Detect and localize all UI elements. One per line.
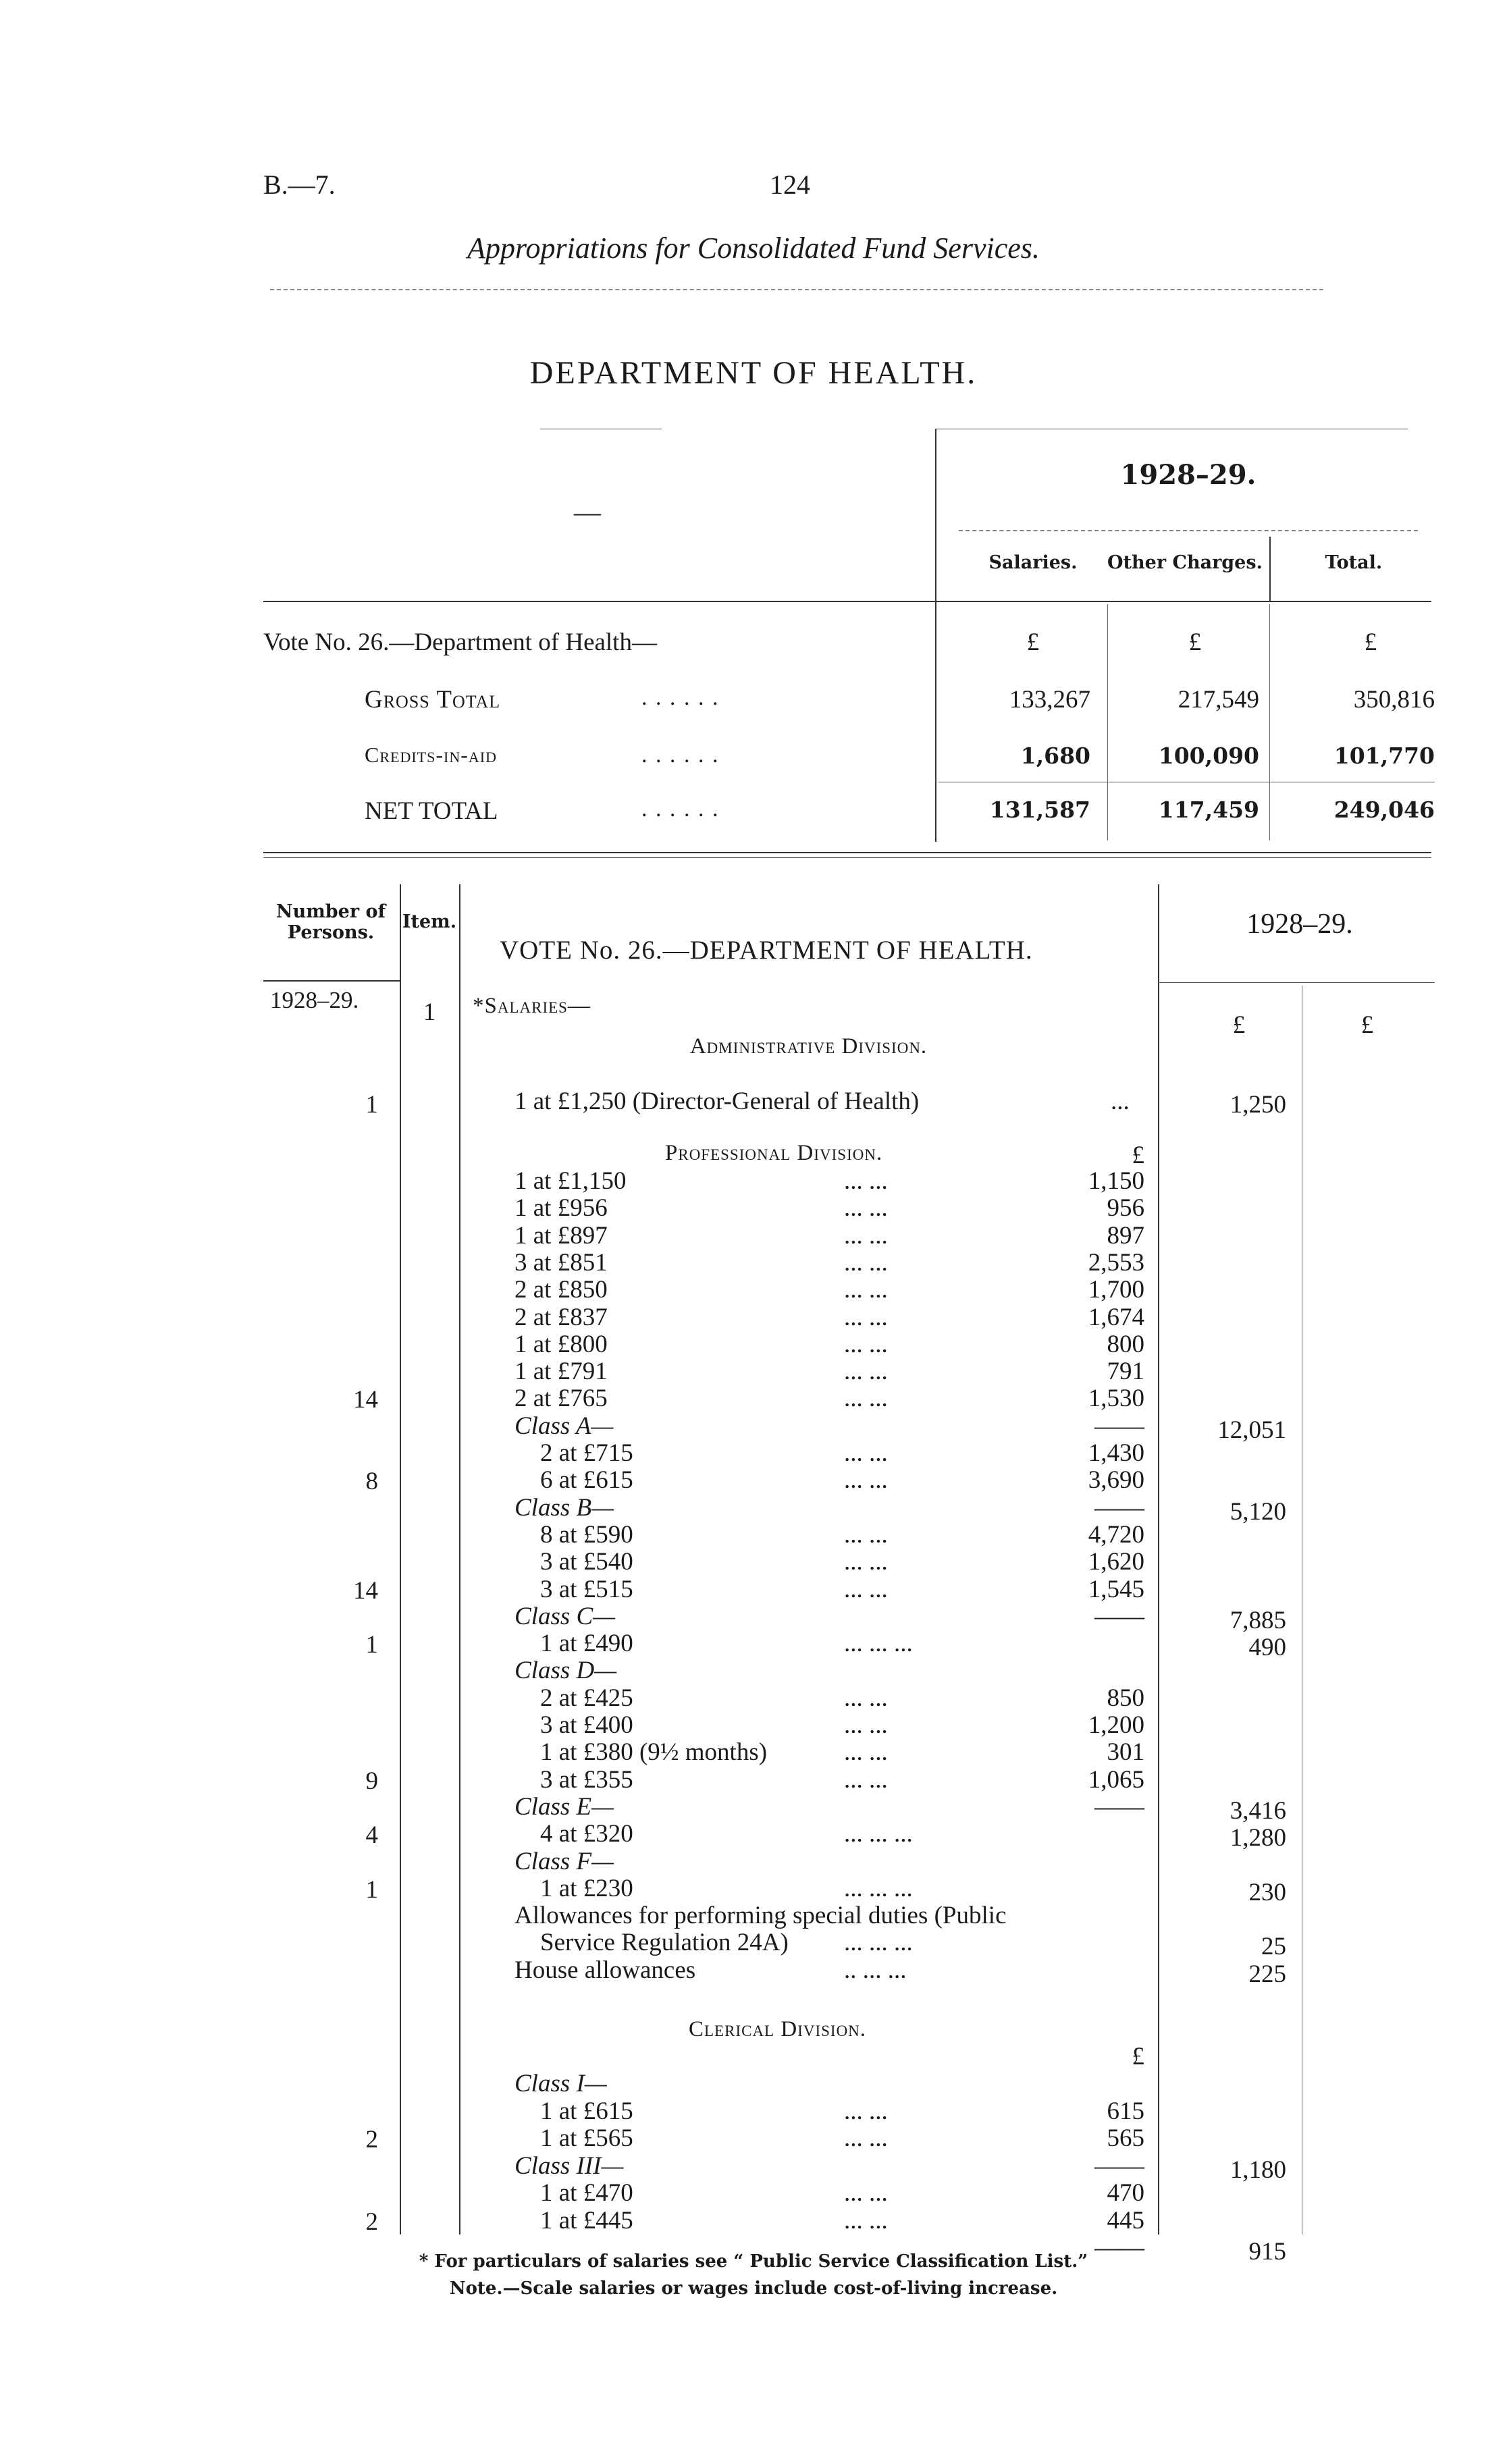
line-persons: 4 (365, 1821, 378, 1850)
vote-label: Vote No. 26.—Department of Health— (263, 628, 657, 656)
line-text: 3 at £400 (540, 1711, 633, 1739)
line-amount: 4,720 (1088, 1520, 1144, 1549)
rule-text (1158, 884, 1159, 2234)
line-total: 3,416 (1230, 1796, 1286, 1825)
line-dots: ... ... (844, 2097, 888, 2125)
line-total: 25 (1261, 1933, 1286, 1961)
line-text: Allowances for performing special duties (Public (514, 1902, 1007, 1930)
line-total: 12,051 (1217, 1416, 1286, 1444)
item-number: 1 (423, 998, 436, 1026)
line-amount: 1,200 (1088, 1711, 1144, 1739)
detail-year: 1928–29. (1246, 909, 1353, 940)
credits-other: 100,090 (1158, 743, 1259, 769)
admin-line-dots: ... (1111, 1088, 1130, 1115)
department-title: DEPARTMENT OF HEALTH. (529, 355, 978, 391)
line-amount: 850 (1107, 1684, 1144, 1712)
line-text: 1 at £470 (540, 2179, 633, 2207)
detail-header-rule-left (263, 980, 400, 982)
clerical-currency: £ (1132, 2043, 1144, 2070)
line-amount: 1,065 (1088, 1765, 1144, 1794)
prof-currency: £ (1132, 1142, 1144, 1169)
line-persons: 1 (365, 1875, 378, 1904)
line-amount: —— (1094, 1493, 1144, 1522)
line-total: 1,280 (1230, 1824, 1286, 1852)
col-item: Item. (402, 911, 457, 932)
salaries-heading: *Salaries— (473, 994, 591, 1018)
line-dots: ... ... (844, 1711, 888, 1739)
detail-title: VOTE No. 26.—DEPARTMENT OF HEALTH. (500, 936, 1033, 965)
line-text: Class I— (514, 2070, 607, 2097)
line-amount: 1,545 (1088, 1575, 1144, 1603)
summary-bottom-rule (263, 852, 1431, 853)
persons-year: 1928–29. (270, 987, 359, 1013)
line-text: Class C— (514, 1602, 616, 1630)
line-dots: ... ... (844, 1765, 888, 1794)
line-dots: ... ... (844, 1221, 888, 1250)
footnote-scale: Note.—Scale salaries or wages include cost-of-living increase. (449, 2278, 1058, 2299)
line-dots: ... ... (844, 1303, 888, 1331)
line-text: House allowances (514, 1956, 696, 1984)
line-text: 6 at £615 (540, 1466, 633, 1495)
col-total: Total. (1325, 552, 1383, 573)
summary-bottom-rule-2 (263, 857, 1431, 858)
line-amount: —— (1094, 1792, 1144, 1821)
document-reference: B.—7. (263, 169, 336, 200)
line-amount: 800 (1107, 1330, 1144, 1358)
credits-salaries: 1,680 (1020, 743, 1090, 769)
line-amount: —— (1094, 2151, 1144, 2180)
net-total: 249,046 (1333, 797, 1435, 823)
line-text: Class A— (514, 1412, 614, 1440)
line-text: 2 at £837 (514, 1303, 608, 1331)
line-persons: 14 (353, 1576, 378, 1605)
line-dots: ... ... (844, 1466, 888, 1495)
gross-total-label: Gross Total (365, 686, 501, 714)
line-dots: ... ... (844, 2179, 888, 2207)
line-text: 1 at £230 (540, 1874, 633, 1902)
line-amount: 301 (1107, 1738, 1144, 1767)
line-text: 3 at £515 (540, 1575, 633, 1603)
line-persons: 2 (365, 2207, 378, 2236)
line-total: 490 (1248, 1634, 1286, 1662)
admin-line-total: 1,250 (1230, 1091, 1286, 1119)
net-total-dots: . . . . . . (641, 797, 720, 822)
line-amount: 897 (1107, 1221, 1144, 1250)
line-dots: ... ... ... (844, 1929, 913, 1957)
line-text: 1 at £445 (540, 2206, 633, 2234)
gross-other: 217,549 (1178, 686, 1259, 714)
line-text: 2 at £765 (514, 1385, 608, 1413)
line-text: 1 at £565 (540, 2124, 633, 2152)
line-text: Class E— (514, 1792, 614, 1821)
currency-col-b: £ (1360, 1011, 1374, 1039)
line-text: 1 at £956 (514, 1194, 608, 1223)
summary-year: 1928–29. (1120, 459, 1257, 491)
line-amount: 445 (1107, 2206, 1144, 2234)
line-dots: ... ... (844, 1248, 888, 1277)
line-text: 1 at £800 (514, 1330, 608, 1358)
summary-dash: — (574, 497, 601, 527)
line-dots: ... ... ... (844, 1874, 913, 1902)
line-amount: 956 (1107, 1194, 1144, 1223)
gross-total-dots: . . . . . . (641, 685, 720, 710)
line-text: 2 at £850 (514, 1276, 608, 1304)
credits-total: 101,770 (1333, 743, 1435, 769)
net-other: 117,459 (1158, 797, 1259, 823)
line-dots: ... ... (844, 1439, 888, 1467)
line-dots: .. ... ... (844, 1956, 907, 1984)
line-dots: ... ... (844, 1276, 888, 1304)
line-amount: 615 (1107, 2097, 1144, 2125)
line-total: 7,885 (1230, 1606, 1286, 1634)
net-salaries: 131,587 (989, 797, 1090, 823)
line-dots: ... ... ... (844, 1630, 913, 1658)
credits-label: Credits-in-aid (365, 743, 497, 767)
line-dots: ... ... (844, 1167, 888, 1195)
gross-salaries: 133,267 (1009, 686, 1090, 714)
line-persons: 2 (365, 2126, 378, 2153)
line-total: 915 (1248, 2238, 1286, 2266)
summary-header-rule (263, 601, 1431, 602)
admin-heading: Administrative Division. (689, 1034, 928, 1059)
line-text: 1 at £1,150 (514, 1167, 627, 1195)
line-amount: 2,553 (1088, 1248, 1144, 1277)
credits-dots: . . . . . . (641, 743, 720, 768)
line-text: 3 at £851 (514, 1248, 608, 1277)
gross-total: 350,816 (1353, 686, 1435, 714)
line-dots: ... ... (844, 2206, 888, 2234)
line-text: 3 at £540 (540, 1548, 633, 1576)
line-amount: 1,530 (1088, 1385, 1144, 1413)
line-dots: ... ... (844, 1385, 888, 1413)
summary-col-rule-1 (1107, 604, 1108, 840)
line-total: 5,120 (1230, 1497, 1286, 1526)
summary-col-rule-2 (1269, 604, 1270, 840)
line-text: 1 at £490 (540, 1630, 633, 1658)
line-text: Class III— (514, 2151, 624, 2180)
line-text: 1 at £897 (514, 1221, 608, 1250)
admin-line-text: 1 at £1,250 (Director-General of Health) (514, 1088, 920, 1115)
header-rule (270, 289, 1323, 290)
summary-year-rule (959, 530, 1418, 531)
page-subtitle: Appropriations for Consolidated Fund Services. (467, 232, 1040, 265)
currency-salaries: £ (1026, 628, 1040, 656)
line-dots: ... ... (844, 2124, 888, 2152)
line-text: 4 at £320 (540, 1820, 633, 1848)
prof-heading: Professional Division. (665, 1141, 883, 1165)
line-amount: 1,430 (1088, 1439, 1144, 1467)
line-persons: 1 (365, 1631, 378, 1659)
line-dots: ... ... (844, 1575, 888, 1603)
footnote-salaries: * For particulars of salaries see “ Public Service Classification List.” (419, 2251, 1088, 2272)
line-total: 230 (1248, 1878, 1286, 1906)
line-dots: ... ... (844, 1548, 888, 1576)
line-dots: ... ... ... (844, 1820, 913, 1848)
detail-header-rule-right (1158, 982, 1435, 983)
line-amount: 565 (1107, 2124, 1144, 2152)
net-total-label: NET TOTAL (365, 797, 498, 825)
line-dots: ... ... (844, 1194, 888, 1223)
currency-other: £ (1188, 628, 1202, 656)
currency-total: £ (1364, 628, 1377, 656)
line-text: Class B— (514, 1493, 614, 1522)
line-amount: 791 (1107, 1358, 1144, 1386)
line-amount: —— (1094, 1412, 1144, 1440)
line-dots: ... ... (844, 1330, 888, 1358)
line-text: 1 at £380 (9½ months) (540, 1738, 768, 1767)
line-persons: 14 (353, 1386, 378, 1414)
line-text: Service Regulation 24A) (540, 1929, 789, 1957)
col-other-charges: Other Charges. (1107, 552, 1263, 573)
line-text: 2 at £425 (540, 1684, 633, 1712)
line-dots: ... ... (844, 1738, 888, 1767)
line-text: 3 at £355 (540, 1765, 633, 1794)
line-total: 225 (1248, 1960, 1286, 1988)
line-total: 1,180 (1230, 2155, 1286, 2184)
clerical-heading: Clerical Division. (689, 2017, 867, 2041)
line-amount: 3,690 (1088, 1466, 1144, 1495)
line-amount: 1,700 (1088, 1276, 1144, 1304)
line-text: 1 at £615 (540, 2097, 633, 2125)
line-amount: 470 (1107, 2179, 1144, 2207)
col-number-persons: Number of Persons. (275, 901, 386, 943)
rule-persons (400, 884, 401, 2234)
admin-persons: 1 (365, 1091, 378, 1119)
line-persons: 8 (365, 1468, 378, 1496)
line-amount: 1,150 (1088, 1167, 1144, 1195)
col-salaries: Salaries. (988, 552, 1078, 573)
page-number: 124 (770, 169, 810, 200)
line-text: Class F— (514, 1847, 614, 1875)
line-dots: ... ... (844, 1358, 888, 1386)
rule-item (459, 884, 460, 2234)
line-text: 8 at £590 (540, 1520, 633, 1549)
line-dots: ... ... (844, 1520, 888, 1549)
line-text: 2 at £715 (540, 1439, 633, 1467)
line-amount: —— (1094, 1602, 1144, 1630)
line-dots: ... ... (844, 1684, 888, 1712)
line-amount: 1,674 (1088, 1303, 1144, 1331)
line-text: Class D— (514, 1657, 617, 1685)
line-amount: —— (1094, 2234, 1144, 2261)
line-persons: 9 (365, 1767, 378, 1795)
line-amount: 1,620 (1088, 1548, 1144, 1576)
currency-col-a: £ (1232, 1011, 1246, 1039)
line-text: 1 at £791 (514, 1358, 608, 1386)
